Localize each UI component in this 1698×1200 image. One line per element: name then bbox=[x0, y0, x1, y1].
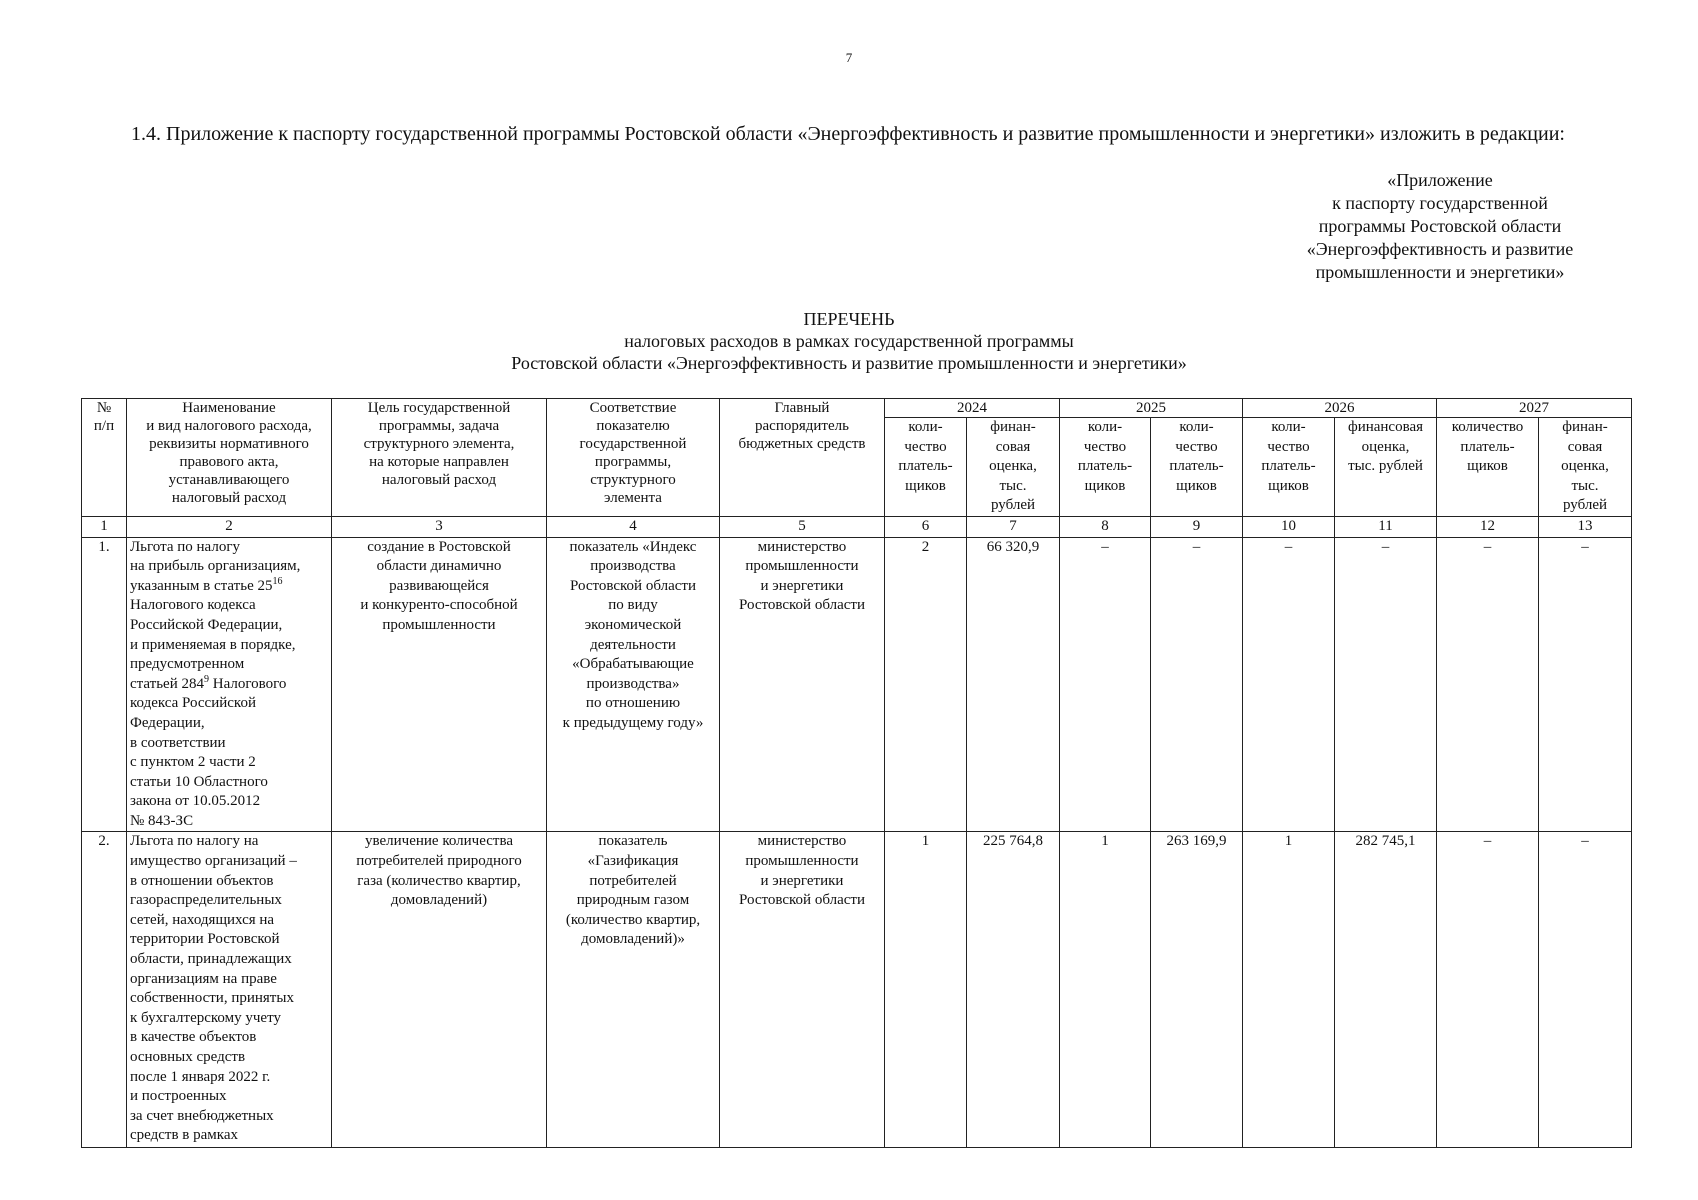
header-row-years bbox=[82, 399, 1632, 418]
document-title bbox=[0, 308, 1698, 374]
budget-manager: министерство промышленности и энергетики Ростовской области bbox=[720, 832, 885, 1148]
tax-expense-name-part: Налогового кодекса Российской Федерации, в соответствии с пунктом 2 части 2 статьи 10 Областного закона от 10.05.2012 № 843-ЗС bbox=[130, 675, 287, 829]
program-indicator: показатель «Индекс производства Ростовской области по виду экономической деятельности «Обрабатывающие производства» по отношению к предыдущему году» bbox=[547, 537, 720, 832]
header-col9: коли- чество платель- щиков bbox=[1151, 418, 1243, 517]
header-col6: коли- чество платель- щиков bbox=[885, 418, 967, 517]
header-col11: финансовая оценка, тыс. рублей bbox=[1335, 418, 1437, 517]
tax-expense-name bbox=[127, 537, 332, 832]
row-number: 2. bbox=[82, 832, 127, 1148]
header-number: № п/п bbox=[82, 399, 127, 517]
column-number: 13 bbox=[1539, 516, 1632, 537]
appendix-line: к паспорту государственной bbox=[1332, 193, 1548, 213]
value-cell: 1 bbox=[885, 832, 967, 1148]
tax-expenses-table bbox=[81, 398, 1632, 1148]
header-col8: коли- чество платель- щиков bbox=[1060, 418, 1151, 517]
header-year-2025: 2025 bbox=[1060, 399, 1243, 418]
superscript: 16 bbox=[272, 575, 283, 587]
value-cell: – bbox=[1151, 537, 1243, 832]
budget-manager: министерство промышленности и энергетики Ростовской области bbox=[720, 537, 885, 832]
header-year-2024: 2024 bbox=[885, 399, 1060, 418]
program-goal: увеличение количества потребителей природного газа (количество квартир, домовладений) bbox=[332, 832, 547, 1148]
value-cell: – bbox=[1437, 537, 1539, 832]
program-indicator: показатель «Газификация потребителей природным газом (количество квартир, домовладений)» bbox=[547, 832, 720, 1148]
appendix-line: «Энергоэффективность и развитие bbox=[1306, 239, 1574, 259]
header-goal: Цель государственной программы, задача структурного элемента, на которые направлен налоговый расход bbox=[332, 399, 547, 517]
header-indicator: Соответствие показателю государственной программы, структурного элемента bbox=[547, 399, 720, 517]
program-goal: создание в Ростовской области динамично развивающейся и конкуренто-способной промышленности bbox=[332, 537, 547, 832]
header-col12: количество платель- щиков bbox=[1437, 418, 1539, 517]
column-number: 12 bbox=[1437, 516, 1539, 537]
page-number: 7 bbox=[845, 50, 853, 65]
column-number: 1 bbox=[82, 516, 127, 537]
value-cell: 225 764,8 bbox=[967, 832, 1060, 1148]
header-year-2026: 2026 bbox=[1243, 399, 1437, 418]
value-cell: 1 bbox=[1243, 832, 1335, 1148]
column-number: 6 bbox=[885, 516, 967, 537]
value-cell: 263 169,9 bbox=[1151, 832, 1243, 1148]
superscript: 9 bbox=[204, 673, 209, 685]
header-year-2027: 2027 bbox=[1437, 399, 1632, 418]
column-number: 10 bbox=[1243, 516, 1335, 537]
column-number: 8 bbox=[1060, 516, 1151, 537]
value-cell: – bbox=[1335, 537, 1437, 832]
table-row bbox=[82, 832, 1632, 1148]
row-number: 1. bbox=[82, 537, 127, 832]
value-cell: 282 745,1 bbox=[1335, 832, 1437, 1148]
column-number-row bbox=[82, 516, 1632, 537]
column-number: 4 bbox=[547, 516, 720, 537]
header-name: Наименование и вид налогового расхода, реквизиты нормативного правового акта, устанавливающего налоговый расход bbox=[127, 399, 332, 517]
value-cell: – bbox=[1539, 537, 1632, 832]
tax-expense-name: Льгота по налогу на имущество организаций – в отношении объектов газораспределительных сетей, находящихся на территории Ростовской области, принадлежащих организациям на праве собственности, принятых к бухгалтерскому учету в качестве объектов основных средств после 1 января 2022 г. и построенных за счет внебюджетных средств в рамках bbox=[127, 832, 332, 1148]
column-number: 11 bbox=[1335, 516, 1437, 537]
appendix-line: «Приложение bbox=[1387, 170, 1493, 190]
value-cell: – bbox=[1243, 537, 1335, 832]
value-cell: – bbox=[1060, 537, 1151, 832]
appendix-line: промышленности и энергетики» bbox=[1315, 262, 1565, 282]
column-number: 2 bbox=[127, 516, 332, 537]
appendix-line: программы Ростовской области bbox=[1318, 216, 1562, 236]
value-cell: 66 320,9 bbox=[967, 537, 1060, 832]
header-manager: Главный распорядитель бюджетных средств bbox=[720, 399, 885, 517]
value-cell: 1 bbox=[1060, 832, 1151, 1148]
tax-expense-name-part: Льгота по налогу на прибыль организациям, указанным в статье 25 bbox=[130, 538, 301, 594]
header-col10: коли- чество платель- щиков bbox=[1243, 418, 1335, 517]
intro-paragraph: 1.4. Приложение к паспорту государственной программы Ростовской области «Энергоэффективность и развитие промышленности и энергетики» изложить в редакции: bbox=[131, 123, 1565, 145]
value-cell: – bbox=[1539, 832, 1632, 1148]
column-number: 7 bbox=[967, 516, 1060, 537]
header-col7: финан- совая оценка, тыс. рублей bbox=[967, 418, 1060, 517]
value-cell: 2 bbox=[885, 537, 967, 832]
column-number: 5 bbox=[720, 516, 885, 537]
value-cell: – bbox=[1437, 832, 1539, 1148]
header-col13: финан- совая оценка, тыс. рублей bbox=[1539, 418, 1632, 517]
title-line-3: Ростовской области «Энергоэффективность и развитие промышленности и энергетики» bbox=[511, 353, 1187, 373]
tax-expense-name-part: Налогового кодекса Российской Федерации, и применяемая в порядке, предусмотренном статьей 284 bbox=[130, 597, 296, 692]
column-number: 9 bbox=[1151, 516, 1243, 537]
title-line-2: налоговых расходов в рамках государственной программы bbox=[624, 331, 1074, 351]
column-number: 3 bbox=[332, 516, 547, 537]
table-row bbox=[82, 537, 1632, 832]
title-line-1: ПЕРЕЧЕНЬ bbox=[803, 309, 895, 329]
appendix-caption bbox=[1280, 169, 1600, 284]
